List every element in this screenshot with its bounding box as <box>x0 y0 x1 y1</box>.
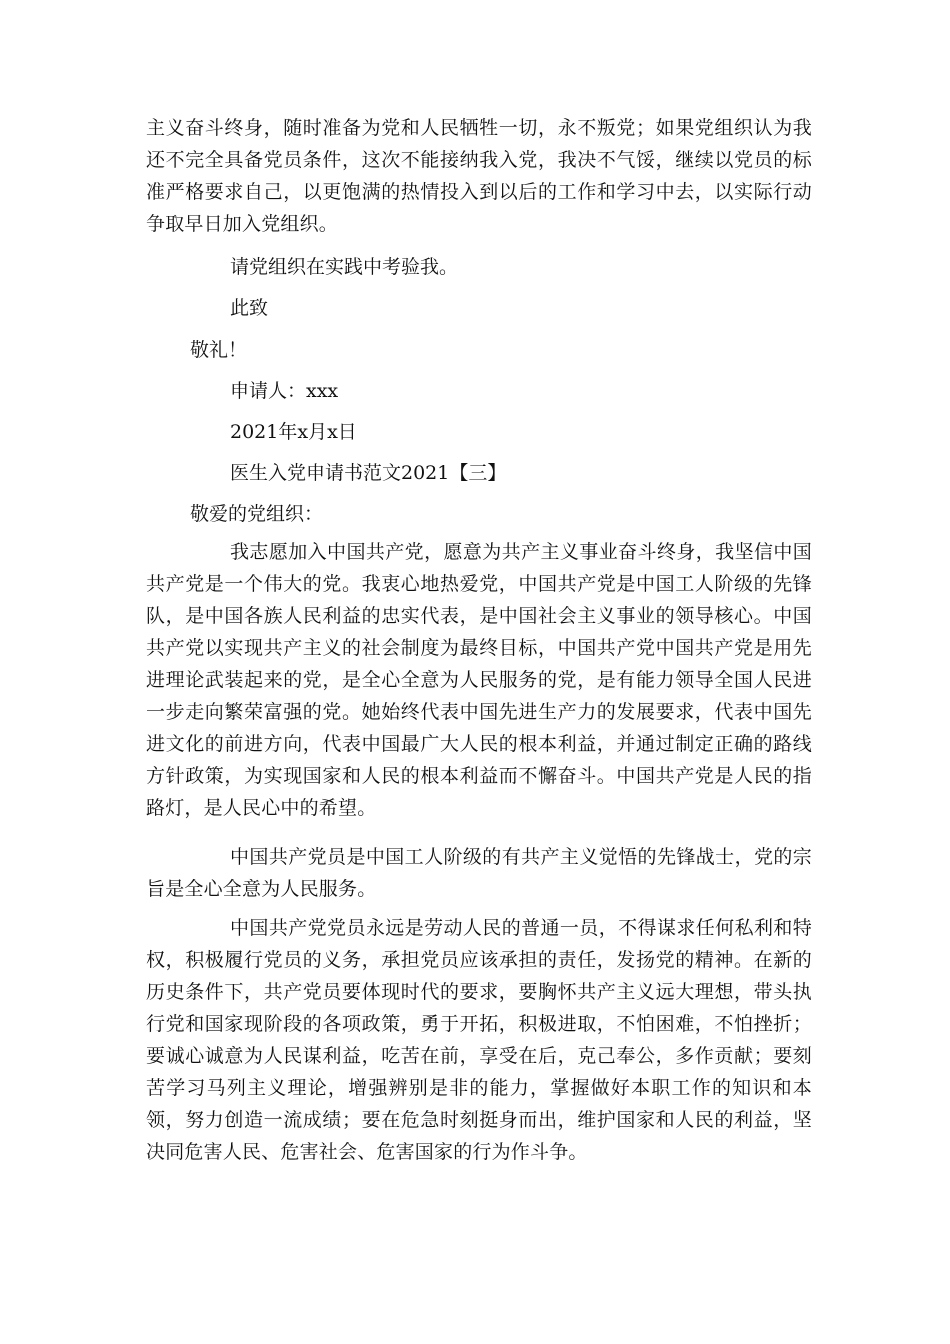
paragraph-3: 中国共产党党员永远是劳动人民的普通一员，不得谋求任何私利和特权，积极履行党员的义务，承担党员应该承担的责任，发扬党的精神。在新的历史条件下，共产党员要体现时代的要求，要胸怀共产主义远大理想，带头执行党和国家现阶段的各项政策，勇于开拓，积极进取，不怕困难，不怕挫折；要诚心诚意为人民谋利益，吃苦在前，享受在后，克己奉公，多作贡献；要刻苦学习马列主义理论，增强辨别是非的能力，掌握做好本职工作的知识和本领，努力创造一流成绩；要在危急时刻挺身而出，维护国家和人民的利益，坚决同危害人民、危害社会、危害国家的行为作斗争。 <box>146 917 812 1163</box>
paragraph-continuation: 主义奋斗终身，随时准备为党和人民牺牲一切，永不叛党；如果党组织认为我还不完全具备党员条件，这次不能接纳我入党，我决不气馁，继续以党员的标准严格要求自己，以更饱满的热情投入到以后的工作和学习中去，以实际行动争取早日加入党组织。 <box>146 117 812 235</box>
closing-salute: 敬礼！ <box>190 339 248 361</box>
paragraph-1: 我志愿加入中国共产党，愿意为共产主义事业奋斗终身，我坚信中国共产党是一个伟大的党。我衷心地热爱党，中国共产党是中国工人阶级的先锋队，是中国各族人民利益的忠实代表，是中国社会主义事业的领导核心。中国共产党以实现共产主义的社会制度为最终目标，中国共产党中国共产党是用先进理论武装起来的党，是全心全意为人民服务的党，是有能力领导全国人民进一步走向繁荣富强的党。她始终代表中国先进生产力的发展要求，代表中国先进文化的前进方向，代表中国最广大人民的根本利益，并通过制定正确的路线方针政策，为实现国家和人民的根本利益而不懈奋斗。中国共产党是人民的指路灯，是人民心中的希望。 <box>146 541 812 819</box>
salutation: 敬爱的党组织： <box>190 503 324 525</box>
signature-date: 2021年x月x日 <box>230 421 357 443</box>
closing-greeting: 此致 <box>230 297 269 319</box>
paragraph-2: 中国共产党员是中国工人阶级的有共产主义觉悟的先锋战士，党的宗旨是全心全意为人民服务。 <box>146 846 812 900</box>
section-title: 医生入党申请书范文2021【三】 <box>230 462 507 484</box>
paragraph-test-request: 请党组织在实践中考验我。 <box>230 256 459 278</box>
applicant-signature: 申请人：xxx <box>230 380 339 402</box>
